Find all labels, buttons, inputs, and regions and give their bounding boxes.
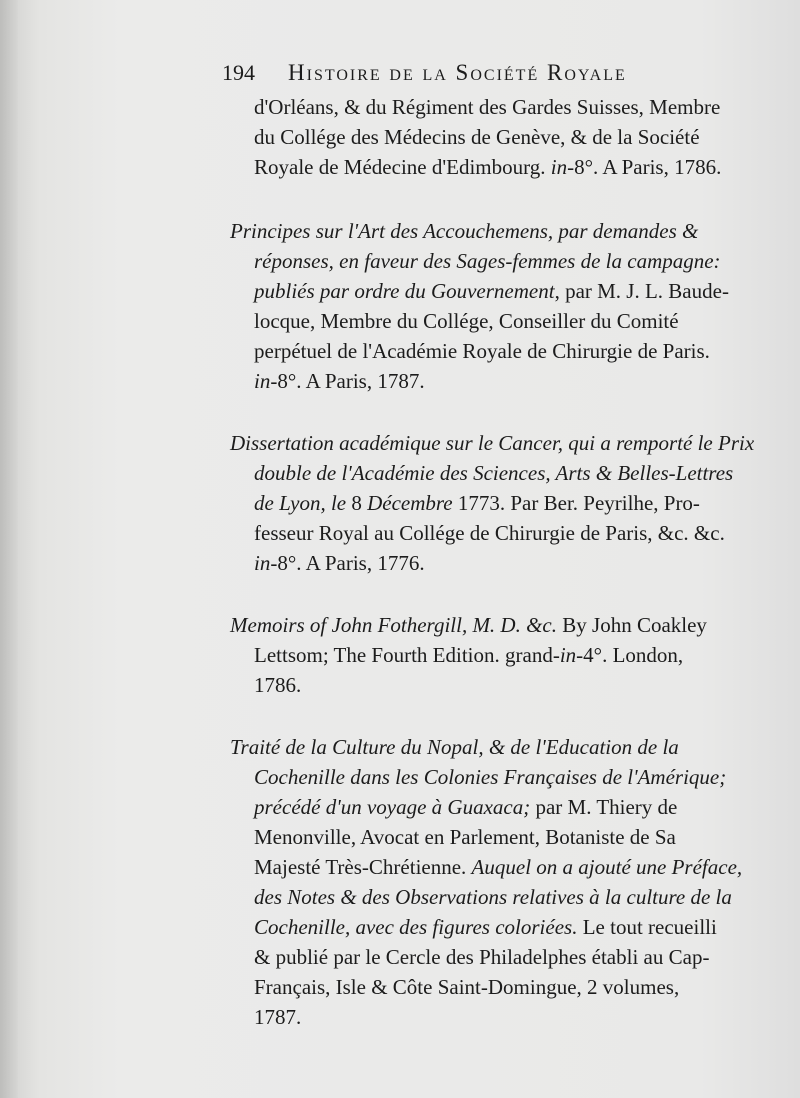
text-line: [230, 306, 764, 336]
bibliography-entry: [230, 216, 764, 396]
italic-text: Memoirs of John Fothergill, M. D. &c.: [230, 613, 558, 637]
text-line: [230, 518, 764, 548]
text-line: [230, 1002, 764, 1032]
text-line: [230, 366, 764, 396]
text-line: [230, 610, 764, 640]
running-head: Histoire de la Société Royale: [288, 60, 627, 85]
text-line: [230, 822, 764, 852]
italic-text: des Notes & des Observations relatives à la culture de la: [254, 885, 732, 909]
roman-text: Français, Isle & Côte Saint-Domingue, 2 volumes,: [254, 975, 680, 999]
bibliography-entry: [230, 610, 764, 700]
roman-text: 1773. Par Ber. Peyrilhe, Pro-: [457, 491, 700, 515]
text-line: [230, 670, 764, 700]
roman-text: 1787.: [254, 1005, 302, 1029]
roman-text: du Collége des Médecins de Genève, & de la Société: [254, 125, 700, 149]
italic-text: Traité de la Culture du Nopal, & de l'Education de la: [230, 735, 679, 759]
text-line: [230, 488, 764, 518]
italic-text: Principes sur l'Art des Accouchemens, par demandes &: [230, 219, 699, 243]
roman-text: -4°. London,: [576, 643, 684, 667]
italic-text: in: [550, 155, 568, 179]
roman-text: Menonville, Avocat en Parlement, Botaniste de Sa: [254, 825, 676, 849]
italic-text: de Lyon, le: [254, 491, 352, 515]
page-gutter: [0, 0, 18, 1098]
roman-text: & publié par le Cercle des Philadelphes établi au Cap-: [254, 945, 710, 969]
italic-text: précédé d'un voyage à Guaxaca;: [254, 795, 536, 819]
text-line: [230, 92, 764, 122]
italic-text: in: [559, 643, 577, 667]
roman-text: By John Coakley: [557, 613, 707, 637]
text-line: [230, 336, 764, 366]
roman-text: , par M. J. L. Baude-: [554, 279, 729, 303]
text-line: [230, 640, 764, 670]
text-line: [230, 732, 764, 762]
text-line: [230, 852, 764, 882]
roman-text: 8: [351, 491, 368, 515]
italic-text: in: [254, 369, 271, 393]
bibliography-entry: [230, 92, 764, 182]
text-line: [230, 912, 764, 942]
roman-text: 1786.: [254, 673, 302, 697]
roman-text: perpétuel de l'Académie Royale de Chirurgie de Paris.: [254, 339, 710, 363]
roman-text: -8°. A Paris, 1787.: [270, 369, 425, 393]
text-line: [230, 792, 764, 822]
text-line: [230, 122, 764, 152]
text-line: [230, 548, 764, 578]
roman-text: Royale de Médecine d'Edimbourg.: [254, 155, 551, 179]
bibliography-entry: [230, 428, 764, 578]
roman-text: par M. Thiery de: [535, 795, 678, 819]
text-line: [230, 972, 764, 1002]
roman-text: Le tout recueilli: [577, 915, 717, 939]
text-line: [230, 882, 764, 912]
roman-text: d'Orléans, & du Régiment des Gardes Suisses, Membre: [254, 95, 721, 119]
bibliography-entry: [230, 732, 764, 1032]
roman-text: Lettsom; The Fourth Edition. grand-: [254, 643, 560, 667]
italic-text: in: [254, 551, 271, 575]
text-line: [230, 762, 764, 792]
italic-text: Dissertation académique sur le Cancer, qui a remporté le Prix: [230, 431, 755, 455]
roman-text: -8°. A Paris, 1786.: [567, 155, 722, 179]
roman-text: fesseur Royal au Collége de Chirurgie de Paris, &c. &c.: [254, 521, 725, 545]
roman-text: -8°. A Paris, 1776.: [270, 551, 425, 575]
text-line: [230, 458, 764, 488]
italic-text: réponses, en faveur des Sages-femmes de la campagne:: [254, 249, 721, 273]
italic-text: Décembre: [367, 491, 458, 515]
italic-text: publiés par ordre du Gouvernement: [254, 279, 555, 303]
text-line: [230, 276, 764, 306]
roman-text: locque, Membre du Collége, Conseiller du Comité: [254, 309, 679, 333]
text-line: [230, 246, 764, 276]
text-line: [230, 942, 764, 972]
text-line: [230, 216, 764, 246]
italic-text: Cochenille, avec des figures coloriées.: [254, 915, 578, 939]
text-line: [230, 152, 764, 182]
italic-text: double de l'Académie des Sciences, Arts & Belles-Lettres: [254, 461, 734, 485]
text-line: [230, 428, 764, 458]
page-number: 194: [222, 60, 255, 85]
italic-text: Cochenille dans les Colonies Françaises de l'Amérique;: [254, 765, 727, 789]
bibliography-entries: [230, 92, 764, 1032]
italic-text: Auquel on a ajouté une Préface,: [471, 855, 743, 879]
roman-text: Majesté Très-Chrétienne.: [254, 855, 472, 879]
page-header: [222, 60, 782, 92]
